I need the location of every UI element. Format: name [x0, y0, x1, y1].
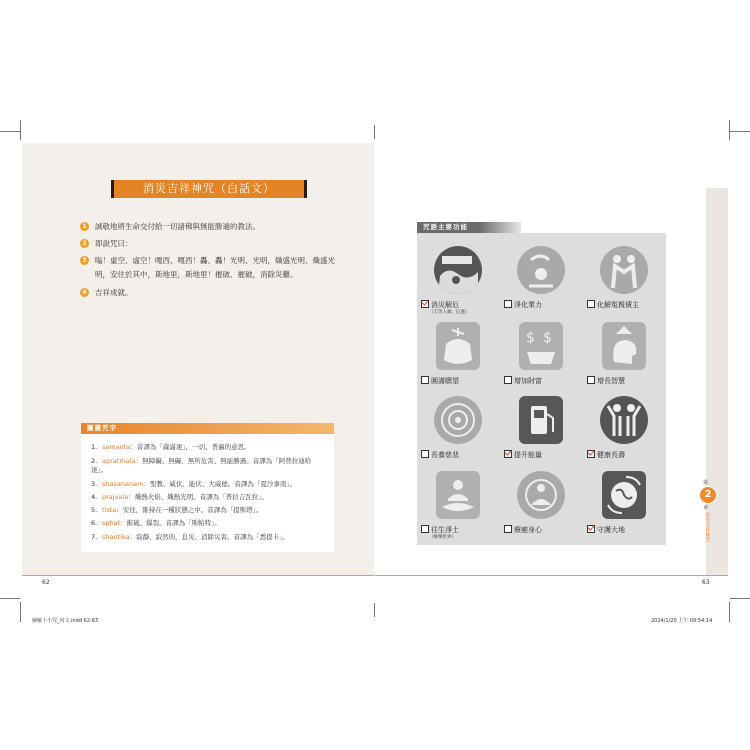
health-icon — [600, 396, 648, 444]
print-slug-date: 2024/1/20 上午 09:54:14 — [651, 618, 713, 624]
svg-text:$: $ — [526, 330, 535, 346]
checkbox — [504, 300, 512, 308]
chapter-suffix: 章 — [703, 505, 709, 511]
checkbox — [504, 525, 512, 533]
checkbox-checked — [587, 450, 595, 458]
chapter-prefix: 第 — [703, 480, 709, 486]
vocab-term: apratihata — [102, 457, 136, 465]
vocab-item — [91, 533, 327, 542]
energy-icon — [519, 396, 563, 444]
crop-mark — [20, 120, 21, 140]
crop-mark — [20, 602, 21, 622]
checkbox-checked — [421, 300, 429, 308]
vocab-item — [91, 480, 327, 489]
mantra-title-banner — [111, 180, 307, 198]
banner-edge-right — [304, 180, 307, 198]
reconcile-icon — [600, 246, 648, 294]
vocab-number: 6. — [91, 519, 98, 527]
vocab-list — [81, 434, 334, 552]
mantra-title: 消災吉祥神咒（白話文） — [143, 182, 275, 195]
wisdom-head-icon — [602, 322, 646, 370]
vocab-term: prajvala — [102, 493, 129, 501]
function-label: 提升能量 — [504, 450, 542, 460]
function-note: （天災人禍、厄運） — [429, 310, 470, 315]
vocab-definition: ：安住，維持在一種狀態之中。音譯為「提斯塔」。 — [116, 506, 263, 514]
checkbox — [504, 376, 512, 384]
healing-icon — [517, 471, 565, 519]
checkbox-checked — [587, 525, 595, 533]
crop-mark — [730, 131, 750, 132]
vocab-header — [81, 423, 334, 434]
crop-mark — [374, 603, 375, 617]
paragraph-text: 嗡！虛空、虛空！嘎西、嘎西！轟、轟！光明、光明，熾盛光明、熾盛光明，安住於其中，斯地里，斯地里！摧破、摧破，消除災難。 — [95, 256, 335, 279]
compassion-icon — [434, 396, 482, 444]
crop-mark — [0, 598, 20, 599]
vocab-number: 7. — [91, 533, 98, 541]
vocab-definition: ：無障礙、無礙、無所危害、無能勝過。音譯為「阿普拉迪哈達」。 — [91, 457, 312, 474]
checkbox — [587, 376, 595, 384]
paragraph-text: 誠敬地將生命交付給一切諸佛與無能勝過的教法。 — [95, 222, 260, 231]
vocab-term: sphat — [102, 519, 121, 527]
print-slug-file: 圖解十小咒_內文.indd 62-63 — [32, 618, 99, 624]
checkbox-checked — [504, 450, 512, 458]
vocab-number: 5. — [91, 506, 98, 514]
function-label: 守護大地 — [587, 525, 625, 535]
vocab-definition: ：聖教、威伏、能伏、大威德。音譯為「夏沙拿南」。 — [143, 480, 297, 488]
translation-paragraph — [82, 220, 342, 234]
function-panel-header — [417, 222, 521, 233]
function-label: 圓滿願望 — [421, 376, 459, 386]
vocab-term: shantika — [102, 533, 130, 541]
vocab-number: 4. — [91, 493, 98, 501]
vocab-number: 1. — [91, 443, 98, 451]
paragraph-text: 吉祥成就。 — [95, 288, 133, 297]
checkbox — [421, 376, 429, 384]
purify-karma-icon — [517, 246, 565, 294]
crop-mark — [730, 598, 750, 599]
function-label: 長養慈悲 — [421, 450, 459, 460]
function-label: 消災解厄 — [421, 300, 459, 310]
vocab-term: shasananam — [102, 480, 144, 488]
crop-mark — [729, 602, 730, 622]
vocab-item — [91, 519, 327, 528]
pure-land-icon — [436, 471, 480, 519]
vocab-definition: ：寂靜、寂然的，息災、消除災害。音譯為「悉提卡」。 — [129, 533, 289, 541]
function-label: 健康長壽 — [587, 450, 625, 460]
function-panel-title: 咒語主要功能 — [423, 223, 468, 231]
disaster-icon — [434, 246, 482, 294]
paragraph-number: 3 — [80, 256, 89, 265]
svg-text:$: $ — [543, 330, 552, 346]
vocab-item — [91, 457, 327, 475]
footer-rule-right — [375, 575, 728, 576]
checkbox — [421, 450, 429, 458]
crop-mark — [374, 125, 375, 139]
earth-icon — [602, 471, 646, 519]
money-icon — [519, 322, 563, 370]
crop-mark — [0, 131, 20, 132]
function-label: 往生淨土 — [421, 525, 459, 535]
vocab-item — [91, 506, 327, 515]
paragraph-number: 2 — [80, 239, 89, 248]
chapter-title-vertical: 消災吉祥神咒 — [704, 512, 710, 542]
function-label: 化解冤親債主 — [587, 300, 639, 310]
function-label: 增長智慧 — [587, 376, 625, 386]
paragraph-text: 即說咒曰： — [95, 239, 133, 248]
crop-mark — [729, 120, 730, 140]
translation-paragraph — [82, 237, 342, 251]
checkbox — [421, 525, 429, 533]
vocab-term: samanta — [102, 443, 131, 451]
page-number-right: 63 — [702, 579, 710, 586]
paragraph-number: 1 — [80, 222, 89, 231]
vocab-number: 3. — [91, 480, 98, 488]
function-label: 療癒身心 — [504, 525, 542, 535]
function-note: （極樂世界） — [429, 535, 456, 540]
vocab-term: tista — [102, 506, 117, 514]
vocab-definition: ：摧破、爆裂。音譯為「斯帕特」。 — [120, 519, 221, 527]
vocab-header-label: 關鍵咒字 — [87, 424, 117, 432]
vocab-number: 2. — [91, 457, 98, 465]
page-number-left: 62 — [42, 579, 50, 586]
vocab-definition: ：音譯為「薩滿達」，一切、普遍的意思。 — [130, 443, 251, 451]
footer-rule-left — [22, 575, 374, 576]
vocab-item — [91, 493, 327, 502]
wish-bag-icon — [436, 322, 480, 370]
paragraph-number: 4 — [80, 288, 89, 297]
translation-paragraph — [82, 254, 342, 282]
vocab-definition: ：熾熱火焰、熾熱光明。音譯為「普拉吉瓦拉」。 — [128, 493, 268, 501]
function-label: 淨化業力 — [504, 300, 542, 310]
checkbox — [587, 300, 595, 308]
function-label: 增加財富 — [504, 376, 542, 386]
chapter-number-badge: 2 — [699, 486, 717, 504]
translation-paragraph — [82, 286, 342, 300]
vocab-item — [91, 443, 327, 452]
